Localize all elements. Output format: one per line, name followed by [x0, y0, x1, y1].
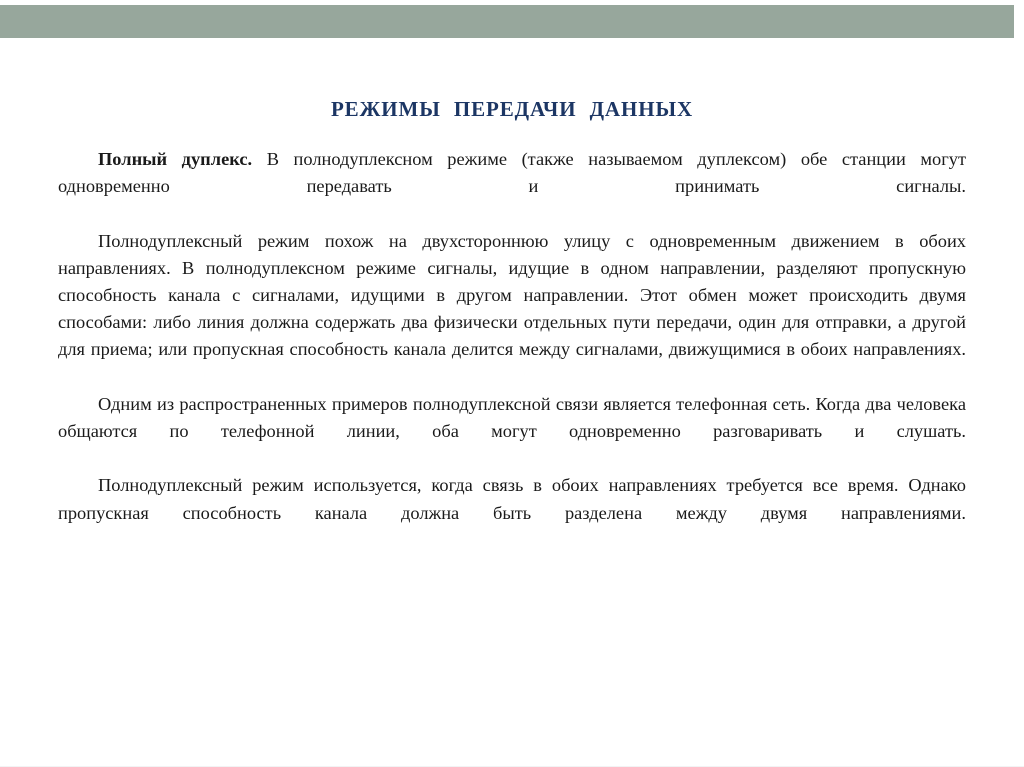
term-full-duplex: Полный дуплекс. [98, 149, 253, 169]
paragraph-capacity-sharing: Полнодуплексный режим используется, когда связь в обоих направлениях требуется все время. Однако пропускная способность канала должна быть разделена между двумя направлениями. [58, 475, 966, 523]
decorative-top-band [0, 5, 1014, 38]
paragraph-1-text: В полнодуплексном режиме (также называемом дуплексом) обе станции могут одновременно передавать и принимать сигналы. [58, 149, 967, 197]
body-text-block [58, 146, 966, 554]
page-title: РЕЖИМЫ ПЕРЕДАЧИ ДАННЫХ [330, 97, 694, 122]
paragraph-two-way-street-analogy: Полнодуплексный режим похож на двухстороннюю улицу с одновременным движением в обоих направлениях. В полнодуплексном режиме сигналы, идущие в одном направлении, разделяют пропускную способность канала с сигналами, идущими в другом направлении. Этот обмен может происходить двумя способами: либо линия должна содержать два физически отдельных пути передачи, один для отправки, а другой для приема; или пропускная способность канала делится между сигналами, движущимися в обоих направлениях. [58, 230, 966, 360]
paragraph-full-duplex-definition [58, 146, 966, 228]
paragraph-telephone-network-example: Одним из распространенных примеров полнодуплексной связи является телефонная сеть. Когда два человека общаются по телефонной линии, оба могут одновременно разговаривать и слушать. [58, 393, 966, 442]
